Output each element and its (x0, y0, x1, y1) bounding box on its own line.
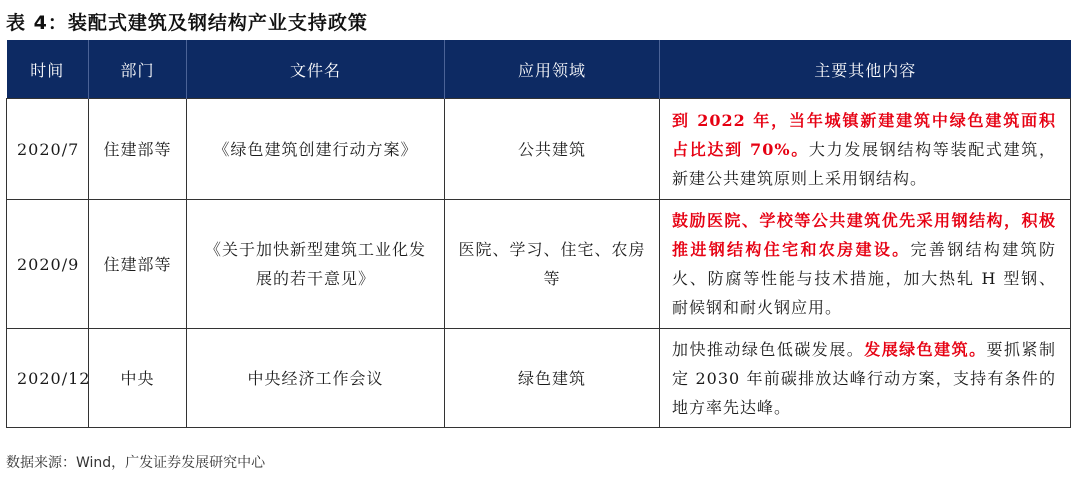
cell-application-field: 绿色建筑 (445, 329, 660, 428)
table-header-row (7, 40, 1071, 99)
content-highlight: 发展绿色建筑。 (864, 339, 987, 359)
cell-time: 2020/7 (7, 99, 89, 200)
cell-main-content (660, 200, 1071, 329)
cell-main-content (660, 329, 1071, 428)
cell-department: 住建部等 (89, 99, 187, 200)
data-source-note: 数据来源：Wind，广发证券发展研究中心 (6, 455, 266, 471)
content-highlight: 到 2022 年，当年城镇新建建筑中绿色建筑面积占比达到 70%。 (672, 110, 1056, 159)
cell-application-field: 公共建筑 (445, 99, 660, 200)
policy-table (6, 40, 1071, 428)
content-text: 要抓紧制定 2030 年前碳排放达峰行动方案，支持有条件的地方率先达峰。 (672, 339, 1056, 417)
content-highlight: 鼓励医院、学校等公共建筑优先采用钢结构，积极推进钢结构住宅和农房建设。 (672, 211, 1056, 259)
table-row (7, 99, 1071, 200)
cell-document-name: 《关于加快新型建筑工业化发展的若干意见》 (187, 200, 445, 329)
content-text: 完善钢结构建筑防火、防腐等性能与技术措施，加大热轧 H 型钢、耐候钢和耐火钢应用。 (672, 240, 1056, 317)
header-department: 部门 (89, 40, 187, 99)
cell-time: 2020/12 (7, 329, 89, 428)
cell-time: 2020/9 (7, 200, 89, 329)
header-document-name: 文件名 (187, 40, 445, 99)
table-title: 表 4：装配式建筑及钢结构产业支持政策 (6, 12, 368, 34)
table-row (7, 200, 1071, 329)
cell-document-name: 中央经济工作会议 (187, 329, 445, 428)
content-text: 大力发展钢结构等装配式建筑，新建公共建筑原则上采用钢结构。 (672, 139, 1056, 188)
cell-application-field: 医院、学习、住宅、农房等 (445, 200, 660, 329)
cell-document-name: 《绿色建筑创建行动方案》 (187, 99, 445, 200)
header-main-content: 主要其他内容 (660, 40, 1071, 99)
cell-department: 中央 (89, 329, 187, 428)
header-time: 时间 (7, 40, 89, 99)
content-text-lead: 加快推动绿色低碳发展。 (672, 339, 865, 359)
cell-department: 住建部等 (89, 200, 187, 329)
header-application-field: 应用领域 (445, 40, 660, 99)
cell-main-content (660, 99, 1071, 200)
table-row (7, 329, 1071, 428)
